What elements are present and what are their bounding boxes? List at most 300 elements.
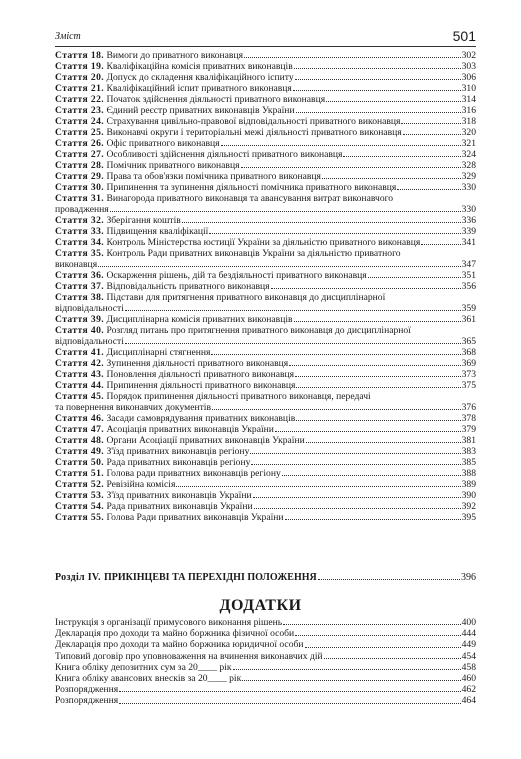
article-page: 316 [461, 105, 476, 116]
article-page: 385 [461, 457, 476, 468]
article-text [55, 105, 295, 116]
article-page: 389 [461, 479, 476, 490]
toc-entry-line [55, 314, 476, 325]
toc-entry-line [55, 424, 476, 435]
article-page: 302 [461, 50, 476, 61]
article-page: 303 [461, 61, 476, 72]
toc-entry-line [55, 457, 476, 468]
toc-entry[interactable] [55, 105, 476, 116]
article-label: Стаття 52. [55, 479, 105, 490]
article-page: 365 [461, 336, 476, 347]
toc-entry[interactable] [55, 292, 476, 314]
article-text [55, 435, 305, 446]
leader-dots [253, 497, 461, 498]
article-title: Оскарження рішень, дій та бездіяльності приватного виконавця [106, 270, 367, 281]
section-label: Розділ IV. [55, 572, 101, 583]
toc-entry-line [55, 369, 476, 380]
article-title: Дисциплінарні стягнення [106, 347, 211, 358]
toc-entry-line [55, 479, 476, 490]
article-page: 359 [461, 303, 476, 314]
annex-entry[interactable] [55, 651, 476, 662]
article-label: Стаття 35. [55, 248, 105, 259]
toc-entry[interactable] [55, 138, 476, 149]
article-title-cont: провадження [55, 204, 109, 215]
toc-entry-line [55, 336, 476, 347]
toc-entry[interactable] [55, 160, 476, 171]
article-page: 330 [461, 182, 476, 193]
toc-entry-line [55, 72, 476, 83]
article-title: Єдиний реєстр приватних виконавців України [106, 105, 295, 116]
annex-entry[interactable] [55, 628, 476, 639]
leader-dots [343, 156, 460, 157]
toc-entry[interactable] [55, 380, 476, 391]
toc-entry[interactable] [55, 149, 476, 160]
article-title: Вимоги до приватного виконавця [106, 50, 244, 61]
toc-entry[interactable] [55, 237, 476, 248]
section-title: ПРИКІНЦЕВІ ТА ПЕРЕХІДНІ ПОЛОЖЕННЯ [103, 572, 317, 583]
toc-entry[interactable] [55, 116, 476, 127]
leader-dots [294, 68, 461, 69]
toc-entry[interactable] [55, 270, 476, 281]
article-title: Кваліфікаційний іспит приватного виконавця [106, 83, 292, 94]
toc-entry[interactable] [55, 512, 476, 523]
toc-entry-line [55, 391, 476, 402]
toc-entry[interactable] [55, 182, 476, 193]
leader-dots [294, 321, 461, 322]
article-page: 376 [461, 402, 476, 413]
annex-page: 444 [461, 628, 476, 640]
toc-entry[interactable] [55, 215, 476, 226]
article-page: 329 [461, 171, 476, 182]
article-page: 369 [461, 358, 476, 369]
annex-page: 460 [461, 673, 476, 685]
article-title: Зупинення діяльності приватного виконавця [106, 358, 289, 369]
leader-dots [271, 288, 461, 289]
article-page: 361 [461, 314, 476, 325]
article-text [55, 479, 175, 490]
annex-page: 458 [461, 661, 476, 673]
leader-dots [209, 233, 460, 234]
annex-title: Розпорядження [55, 684, 119, 696]
annex-title: Розпорядження [55, 695, 119, 707]
article-page: 310 [461, 83, 476, 94]
toc-entry[interactable] [55, 457, 476, 468]
article-text [55, 369, 294, 380]
toc-entry[interactable] [55, 72, 476, 83]
toc-entry-line [55, 94, 476, 105]
toc-entry-line [55, 171, 476, 182]
toc-entry-line [55, 50, 476, 61]
article-text [55, 72, 294, 83]
article-page: 356 [461, 281, 476, 292]
leader-dots [296, 112, 461, 113]
article-label: Стаття 29. [55, 171, 105, 182]
article-page: 388 [461, 468, 476, 479]
article-label: Стаття 38. [55, 292, 105, 303]
toc-entry[interactable] [55, 413, 476, 424]
article-title: Голова ради приватних виконавців регіону [106, 468, 281, 479]
article-text [55, 138, 220, 149]
article-title: Допуск до складення кваліфікаційного іспиту [106, 72, 294, 83]
article-page: 330 [461, 204, 476, 215]
annex-entry[interactable] [55, 684, 476, 695]
article-text [55, 512, 284, 523]
leader-dots [397, 189, 460, 190]
annex-title: Книга обліку авансових внесків за 20____ рік [55, 673, 242, 685]
leader-dots [176, 486, 460, 487]
article-page: 383 [461, 446, 476, 457]
article-label: Стаття 54. [55, 501, 105, 512]
article-page: 336 [461, 215, 476, 226]
toc-entry[interactable] [55, 468, 476, 479]
leader-dots [250, 453, 460, 454]
article-text [55, 347, 210, 358]
article-label: Стаття 28. [55, 160, 105, 171]
leader-dots [119, 703, 460, 704]
article-text [55, 457, 250, 468]
article-label: Стаття 25. [55, 127, 105, 138]
article-label: Стаття 30. [55, 182, 105, 193]
article-label: Стаття 20. [55, 72, 105, 83]
article-text [55, 237, 420, 248]
toc-entry-line [55, 413, 476, 424]
toc-entry-line [55, 138, 476, 149]
article-page: 373 [461, 369, 476, 380]
article-title-cont: відповідальності [55, 303, 124, 314]
leader-dots [125, 343, 461, 344]
article-title: Припинення діяльності приватного виконавця [106, 380, 296, 391]
toc-entry-line [55, 325, 476, 336]
article-label: Стаття 55. [55, 512, 105, 523]
article-page: 390 [461, 490, 476, 501]
article-page: 324 [461, 149, 476, 160]
toc-entry[interactable] [55, 193, 476, 215]
leader-dots [368, 277, 461, 278]
article-title: Органи Асоціації приватних виконавців України [106, 435, 305, 446]
article-title: Особливості здійснення діяльності приватного виконавця [106, 149, 343, 160]
article-label: Стаття 41. [55, 347, 105, 358]
toc-entry-line [55, 204, 476, 215]
article-title: Відповідальність приватного виконавця [106, 281, 270, 292]
article-page: 381 [461, 435, 476, 446]
article-text [55, 281, 270, 292]
article-text [55, 226, 208, 237]
annex-entry-line [55, 662, 476, 673]
toc-entry[interactable] [55, 325, 476, 347]
article-text [55, 501, 253, 512]
article-title: Страхування цивільно-правової відповідальності приватного виконавця [106, 116, 401, 127]
article-label: Стаття 27. [55, 149, 105, 160]
annex-title: Декларація про доходи та майно боржника фізичної особи [55, 628, 295, 640]
annex-entry-line [55, 617, 476, 628]
toc-entry[interactable] [55, 171, 476, 182]
article-title: Рада приватних виконавців регіону [106, 457, 251, 468]
article-page: 318 [461, 116, 476, 127]
article-label: Стаття 50. [55, 457, 105, 468]
article-title: Припинення та зупинення діяльності помічника приватного виконавця [106, 182, 397, 193]
leader-dots [322, 178, 461, 179]
table-of-contents [55, 50, 476, 523]
article-text [55, 358, 288, 369]
toc-entry[interactable] [55, 424, 476, 435]
toc-entry-line [55, 215, 476, 226]
article-title: Розгляд питань про притягнення приватного виконавця до дисциплінарної [106, 325, 411, 336]
toc-entry[interactable] [55, 281, 476, 292]
leader-dots [285, 519, 461, 520]
toc-entry-line [55, 501, 476, 512]
annex-title: Декларація про доходи та майно боржника юридичної особи [55, 639, 304, 651]
toc-entry-line [55, 303, 476, 314]
leader-dots [244, 57, 461, 58]
article-text [55, 424, 274, 435]
toc-entry-line [55, 402, 476, 413]
toc-entry-line [55, 105, 476, 116]
article-title: Контроль Ради приватних виконавців України за діяльністю приватного [106, 248, 401, 259]
toc-entry[interactable] [55, 358, 476, 369]
page-header [55, 28, 476, 47]
toc-entry-line [55, 248, 476, 259]
toc-entry[interactable] [55, 314, 476, 325]
article-title: Контроль Міністерства юстиції України за діяльністю приватного виконавця [106, 237, 421, 248]
toc-entry[interactable] [55, 479, 476, 490]
leader-dots [326, 101, 460, 102]
toc-entry[interactable] [55, 127, 476, 138]
article-label: Стаття 42. [55, 358, 105, 369]
article-title: Підвищення кваліфікації [106, 226, 209, 237]
annex-entry-line [55, 684, 476, 695]
article-text [55, 490, 252, 501]
article-page: 314 [461, 94, 476, 105]
toc-entry[interactable] [55, 226, 476, 237]
article-label: Стаття 51. [55, 468, 105, 479]
article-title: Асоціація приватних виконавців України [106, 424, 274, 435]
article-label: Стаття 22. [55, 94, 105, 105]
article-text [55, 50, 243, 61]
annex-entry-line [55, 695, 476, 706]
article-title: Засади самоврядування приватних виконавців [106, 413, 296, 424]
leader-dots [295, 635, 460, 636]
toc-entry-line [55, 127, 476, 138]
annex-title: Типовий договір про уповноваження на вчинення виконавчих дій [55, 650, 323, 662]
article-title: Дисциплінарна комісія приватних виконавців [106, 314, 293, 325]
section-entry[interactable] [55, 572, 476, 583]
article-label: Стаття 37. [55, 281, 105, 292]
article-text [55, 182, 396, 193]
article-text [55, 116, 400, 127]
annex-entry[interactable] [55, 673, 476, 684]
leader-dots [98, 266, 461, 267]
toc-entry[interactable] [55, 83, 476, 94]
leader-dots [401, 123, 460, 124]
annex-page: 454 [461, 650, 476, 662]
article-title: Кваліфікаційна комісія приватних виконавців [106, 61, 293, 72]
article-title: Рада приватних виконавців України [106, 501, 253, 512]
leader-dots [251, 464, 460, 465]
leader-dots [305, 647, 461, 648]
annex-page: 462 [461, 684, 476, 696]
article-text [55, 149, 342, 160]
article-text [55, 94, 325, 105]
article-label: Стаття 47. [55, 424, 105, 435]
running-title: Зміст [55, 31, 81, 42]
toc-entry-line [55, 281, 476, 292]
toc-entry[interactable] [55, 50, 476, 61]
annex-entry-line [55, 673, 476, 684]
article-title: Початок здійснення діяльності приватного виконавця [106, 94, 326, 105]
article-label: Стаття 46. [55, 413, 105, 424]
article-label: Стаття 43. [55, 369, 105, 380]
article-title: З'їзд приватних виконавців регіону [106, 446, 250, 457]
article-label: Стаття 39. [55, 314, 105, 325]
toc-entry[interactable] [55, 369, 476, 380]
annex-entry-line [55, 639, 476, 650]
article-title: Підстави для притягнення приватного виконавця до дисциплінарної [106, 292, 386, 303]
leader-dots [421, 244, 460, 245]
annex-entry[interactable] [55, 617, 476, 628]
article-text [55, 215, 181, 226]
article-page: 379 [461, 424, 476, 435]
leader-dots [306, 442, 461, 443]
article-page: 306 [461, 72, 476, 83]
annex-entry[interactable] [55, 662, 476, 673]
toc-entry-line [55, 83, 476, 94]
leader-dots [283, 624, 460, 625]
article-label: Стаття 23. [55, 105, 105, 116]
article-title: Офіс приватного виконавця [106, 138, 220, 149]
article-title: Голова Ради приватних виконавців України [106, 512, 284, 523]
article-page: 328 [461, 160, 476, 171]
toc-entry-line [55, 61, 476, 72]
article-text [55, 270, 367, 281]
toc-entry[interactable] [55, 248, 476, 270]
article-title: Помічник приватного виконавця [106, 160, 240, 171]
leader-dots [233, 669, 461, 670]
article-page: 378 [461, 413, 476, 424]
article-label: Стаття 49. [55, 446, 105, 457]
leader-dots [295, 79, 461, 80]
article-label: Стаття 32. [55, 215, 105, 226]
annex-entry[interactable] [55, 695, 476, 706]
toc-entry-line [55, 435, 476, 446]
section-page: 396 [461, 572, 476, 583]
toc-entry-line [55, 193, 476, 204]
leader-dots [295, 376, 461, 377]
toc-entry-line [55, 226, 476, 237]
article-label: Стаття 40. [55, 325, 105, 336]
toc-entry[interactable] [55, 435, 476, 446]
toc-entry-line [55, 182, 476, 193]
article-title: З'їзд приватних виконавців України [106, 490, 252, 501]
article-title: Ревізійна комісія [106, 479, 176, 490]
article-page: 392 [461, 501, 476, 512]
article-title-cont: відповідальності [55, 336, 124, 347]
leader-dots [182, 222, 461, 223]
article-page: 368 [461, 347, 476, 358]
leader-dots [110, 211, 461, 212]
article-label: Стаття 18. [55, 50, 105, 61]
toc-entry-line [55, 490, 476, 501]
toc-entry[interactable] [55, 391, 476, 413]
leader-dots [119, 691, 460, 692]
annex-list [55, 617, 476, 707]
leader-dots [403, 134, 461, 135]
leader-dots [296, 387, 460, 388]
article-text [55, 413, 295, 424]
article-title: Виконавчі округи і територіальні межі діяльності приватного виконавця [106, 127, 402, 138]
leader-dots [289, 365, 460, 366]
article-page: 320 [461, 127, 476, 138]
leader-dots [254, 508, 461, 509]
toc-entry-line [55, 292, 476, 303]
leader-dots [293, 90, 461, 91]
toc-entry[interactable] [55, 94, 476, 105]
toc-entry[interactable] [55, 61, 476, 72]
article-label: Стаття 45. [55, 391, 105, 402]
article-text [55, 380, 295, 391]
annex-heading: ДОДАТКИ [219, 597, 302, 614]
toc-entry-line [55, 160, 476, 171]
leader-dots [318, 579, 460, 580]
leader-dots [296, 420, 460, 421]
annex-title: Інструкція з організації примусового виконання рішень [55, 617, 283, 628]
article-text [55, 83, 292, 94]
toc-entry-line [55, 468, 476, 479]
toc-entry[interactable] [55, 347, 476, 358]
article-label: Стаття 36. [55, 270, 105, 281]
annex-entry[interactable] [55, 639, 476, 650]
article-label: Стаття 21. [55, 83, 105, 94]
annex-entry-line [55, 628, 476, 639]
toc-entry-line [55, 259, 476, 270]
article-title-cont: та повернення виконавчих документів [55, 402, 211, 413]
leader-dots [282, 475, 461, 476]
annex-entry-line [55, 651, 476, 662]
leader-dots [241, 167, 461, 168]
article-text [55, 314, 293, 325]
article-label: Стаття 33. [55, 226, 105, 237]
article-label: Стаття 48. [55, 435, 105, 446]
article-page: 321 [461, 138, 476, 149]
leader-dots [275, 431, 461, 432]
article-page: 347 [461, 259, 476, 270]
article-title-cont: виконавця [55, 259, 98, 270]
toc-entry[interactable] [55, 501, 476, 512]
toc-entry-line [55, 380, 476, 391]
article-text [55, 171, 321, 182]
article-text [55, 127, 402, 138]
leader-dots [242, 680, 460, 681]
annex-page: 449 [461, 639, 476, 651]
article-text [55, 160, 240, 171]
article-label: Стаття 31. [55, 193, 105, 204]
toc-entry-line [55, 116, 476, 127]
annex-page: 464 [461, 695, 476, 707]
article-title: Порядок припинення діяльності приватного виконавця, передачі [106, 391, 371, 402]
article-label: Стаття 53. [55, 490, 105, 501]
article-page: 341 [461, 237, 476, 248]
article-label: Стаття 44. [55, 380, 105, 391]
toc-entry[interactable] [55, 446, 476, 457]
article-label: Стаття 19. [55, 61, 105, 72]
toc-entry[interactable] [55, 490, 476, 501]
article-title: Винагорода приватного виконавця та авансування витрат виконавчого [106, 193, 394, 204]
annex-page: 400 [461, 617, 476, 628]
article-label: Стаття 34. [55, 237, 105, 248]
article-text [55, 446, 249, 457]
article-title: Права та обов'язки помічника приватного виконавця [106, 171, 321, 182]
page-number: 501 [452, 28, 476, 44]
article-page: 339 [461, 226, 476, 237]
